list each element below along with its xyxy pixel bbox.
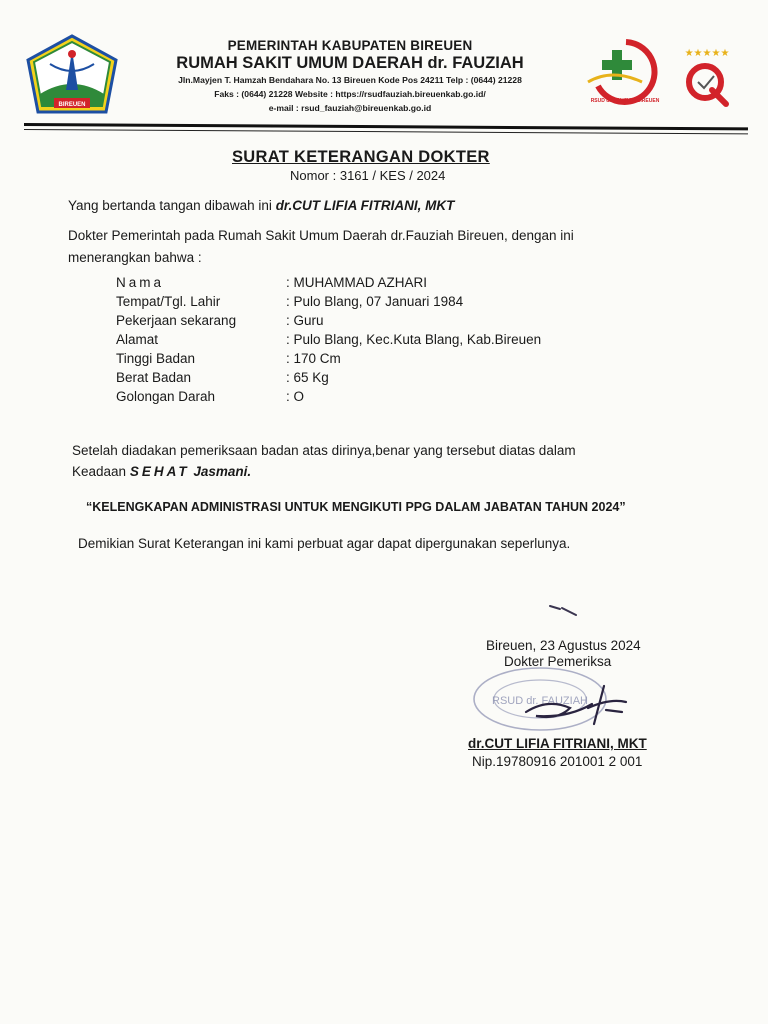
letterhead-divider-thin bbox=[24, 129, 748, 134]
field-label: Alamat bbox=[116, 332, 159, 347]
closing-statement: Demikian Surat Keterangan ini kami perbuat agar dapat dipergunakan seperlunya. bbox=[78, 536, 571, 551]
result-prefix: Keadaan bbox=[72, 464, 127, 479]
field-value: : O bbox=[286, 389, 305, 404]
emblem-caption: BIREUEN bbox=[58, 102, 86, 108]
letterhead bbox=[130, 38, 570, 115]
intro-line-3: menerangkan bahwa : bbox=[68, 250, 202, 265]
contact-line: Faks : (0644) 21228 Website : https://rsudfauziah.bireuenkab.go.id/ bbox=[214, 89, 486, 99]
intro-line-1 bbox=[68, 198, 454, 213]
accreditation-quality-icon bbox=[672, 44, 742, 114]
result-line-2 bbox=[72, 464, 251, 479]
hospital-name: RUMAH SAKIT UMUM DAERAH dr. FAUZIAH bbox=[176, 54, 524, 72]
email-line: e-mail : rsud_fauziah@bireuenkab.go.id bbox=[268, 103, 432, 113]
result-line-1: Setelah diadakan pemeriksaan badan atas dirinya,benar yang tersebut diatas dalam bbox=[72, 443, 576, 458]
address-line: Jln.Mayjen T. Hamzah Bendahara No. 13 Bireuen Kode Pos 24211 Telp : (0644) 21228 bbox=[178, 75, 522, 85]
field-label: Nama bbox=[116, 275, 165, 290]
pen-mark-icon bbox=[548, 603, 578, 617]
health-status bbox=[130, 464, 251, 479]
field-value: : Pulo Blang, Kec.Kuta Blang, Kab.Bireuen bbox=[286, 332, 542, 347]
intro-line-2: Dokter Pemerintah pada Rumah Sakit Umum Daerah dr.Fauziah Bireuen, dengan ini bbox=[68, 228, 574, 243]
hospital-logo-caption: RSUD dr. FAUZIAH BIREUEN bbox=[590, 98, 660, 104]
intro-doctor-name: dr.CUT LIFIA FITRIANI, MKT bbox=[275, 198, 455, 213]
field-label: Berat Badan bbox=[116, 370, 192, 385]
signatory-name: dr.CUT LIFIA FITRIANI, MKT bbox=[468, 736, 647, 751]
field-label: Tempat/Tgl. Lahir bbox=[116, 294, 221, 309]
letter-purpose: “KELENGKAPAN ADMINISTRASI UNTUK MENGIKUTI PPG DALAM JABATAN TAHUN 2024” bbox=[86, 500, 626, 514]
bireuen-regency-emblem-icon bbox=[26, 34, 118, 116]
letter-title: SURAT KETERANGAN DOKTER bbox=[232, 148, 490, 166]
field-label: Golongan Darah bbox=[116, 389, 216, 404]
field-label: Tinggi Badan bbox=[116, 351, 196, 366]
intro-prefix: Yang bertanda tangan dibawah ini bbox=[68, 198, 272, 213]
field-value: : Pulo Blang, 07 Januari 1984 bbox=[286, 294, 464, 309]
field-value: : 170 Cm bbox=[286, 351, 341, 366]
signatory-nip: Nip.19780916 201001 2 001 bbox=[472, 754, 643, 769]
hospital-cross-logo-icon bbox=[582, 38, 668, 106]
health-status-spaced: SEHAT bbox=[129, 464, 190, 479]
field-value: : Guru bbox=[286, 313, 324, 328]
letter-number: Nomor : 3161 / KES / 2024 bbox=[290, 168, 446, 183]
handwritten-signature-icon bbox=[518, 680, 638, 730]
stamp-text: RSUD dr. FAUZIAH bbox=[492, 695, 588, 707]
field-label: Pekerjaan sekarang bbox=[116, 313, 237, 328]
health-status-word: Jasmani. bbox=[193, 464, 252, 479]
signature-place-date: Bireuen, 23 Agustus 2024 bbox=[486, 638, 641, 653]
field-value: : 65 Kg bbox=[286, 370, 329, 385]
svg-text:★★★★★: ★★★★★ bbox=[684, 48, 730, 59]
government-name: PEMERINTAH KABUPATEN BIREUEN bbox=[227, 38, 473, 53]
field-value: : MUHAMMAD AZHARI bbox=[286, 275, 428, 290]
signature-role: Dokter Pemeriksa bbox=[504, 654, 612, 669]
